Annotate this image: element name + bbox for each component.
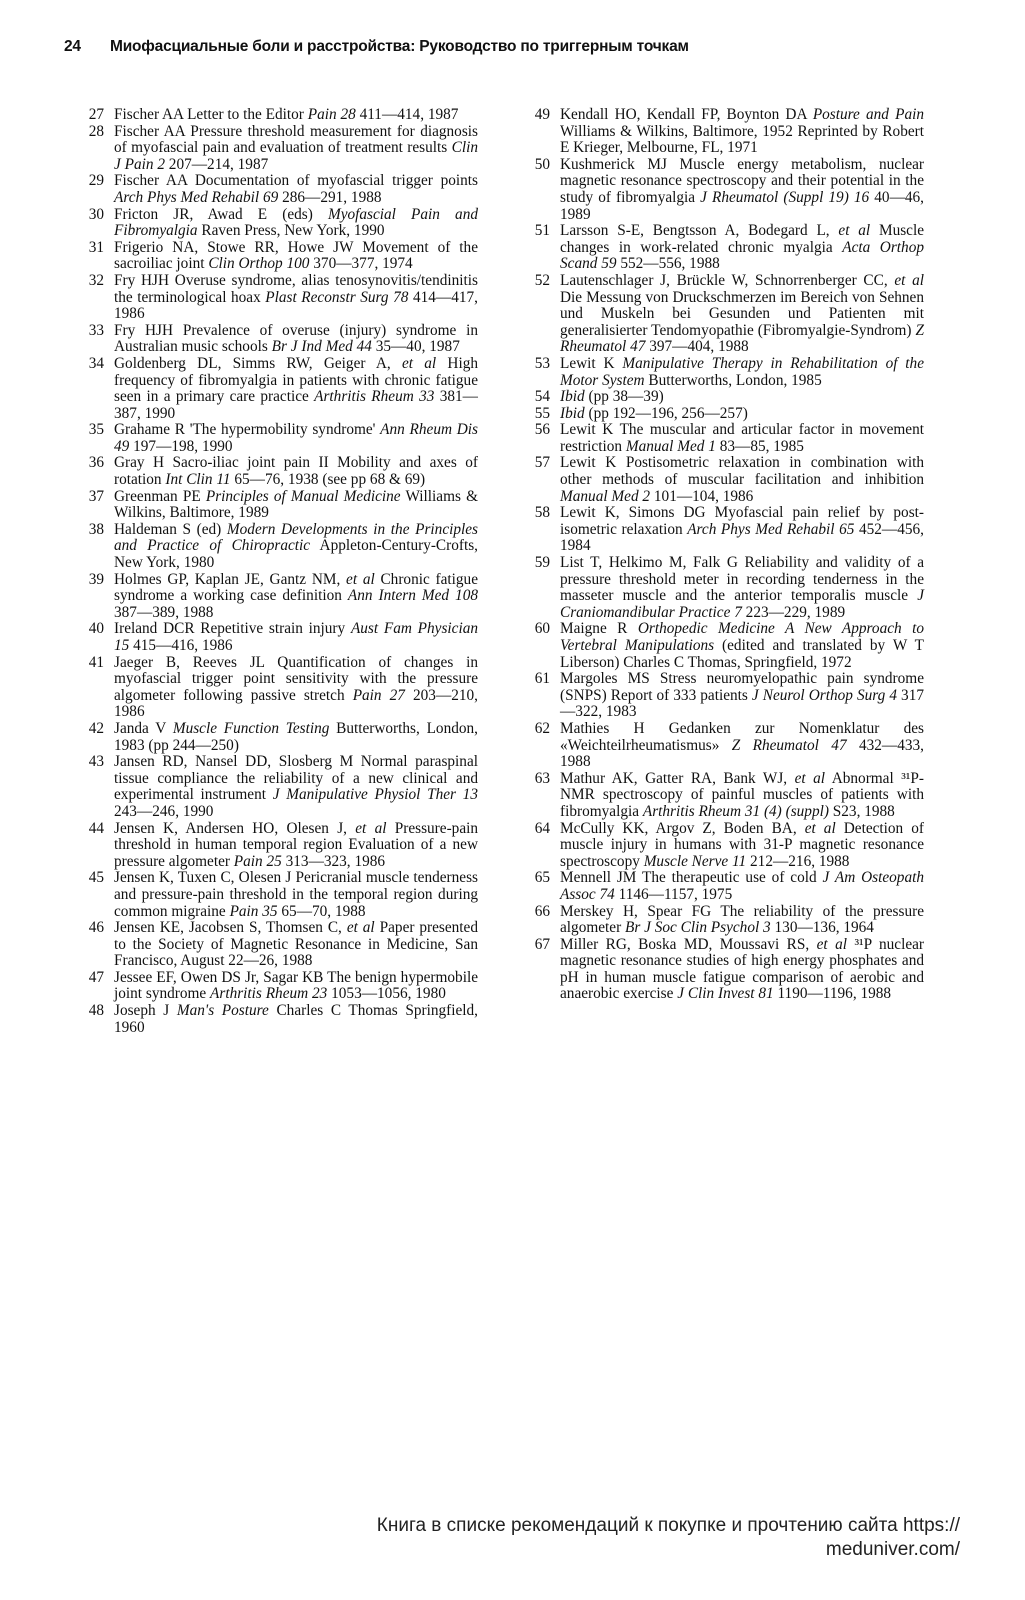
reference-text: 223—229, 1989 — [741, 603, 846, 621]
reference-source: Z Rheumatol 47 — [560, 321, 924, 356]
reference-text: Larsson S-E, Bengtsson A, Bodegard L, — [560, 222, 839, 240]
reference-entry — [524, 555, 924, 621]
reference-entry — [524, 107, 924, 157]
reference-text: Fischer AA Documentation of myofascial trigger points — [114, 172, 478, 190]
reference-text: Fischer AA Letter to the Editor — [114, 106, 308, 123]
reference-entry — [78, 173, 478, 206]
reference-number: 27 — [88, 106, 104, 123]
reference-entry — [78, 721, 478, 754]
reference-entry — [78, 107, 478, 124]
reference-text: 452—456, 1984 — [560, 520, 924, 555]
reference-text: Chronic fatigue syndrome a working case definition — [114, 570, 478, 605]
reference-source: Ann Rheum Dis 49 — [114, 421, 478, 455]
reference-entry — [78, 455, 478, 488]
reference-text: 65—70, 1988 — [277, 902, 366, 920]
reference-entry — [78, 821, 478, 871]
reference-source: Ann Intern Med 108 — [347, 587, 479, 605]
reference-entry — [524, 356, 924, 389]
reference-text: 411—414, 1987 — [355, 106, 459, 123]
reference-text: Holmes GP, Kaplan JE, Gantz NM, — [114, 570, 347, 588]
reference-source: Arch Phys Med Rehabil 69 — [114, 188, 279, 206]
reference-entry — [78, 356, 478, 422]
reference-number: 44 — [88, 819, 104, 837]
reference-text: Jaeger B, Reeves JL Quantification of changes in myofascial trigger point sensitivity with the pressure algometer following passive stretch — [114, 653, 478, 704]
reference-source: Principles of Manual Medicine — [205, 487, 401, 505]
reference-number: 42 — [88, 719, 104, 737]
reference-text: Grahame R 'The hypermobility syndrome' — [114, 421, 381, 439]
reference-source: Pain 28 — [307, 106, 356, 123]
reference-text: 207—214, 1987 — [164, 155, 269, 173]
reference-entry — [78, 621, 478, 654]
reference-number: 66 — [534, 902, 550, 920]
reference-source: Aust Fam Physician 15 — [114, 620, 478, 654]
reference-text: 370—377, 1974 — [309, 255, 413, 273]
site-footer-note — [130, 1514, 960, 1562]
reference-source: Manual Med 2 — [560, 487, 651, 505]
reference-text: Fry HJH Prevalence of overuse (injury) syndrome in Australian music schools — [114, 321, 478, 356]
reference-number: 61 — [534, 670, 550, 688]
reference-text: Jansen RD, Nansel DD, Slosberg M Normal paraspinal tissue compliance the reliability of a new clinical and experimental instrument — [114, 753, 478, 804]
reference-text: Jessee EF, Owen DS Jr, Sagar KB The benign hypermobile joint syndrome — [114, 968, 478, 1003]
reference-text: 381—387, 1990 — [114, 388, 478, 422]
reference-number: 52 — [534, 271, 550, 289]
reference-text: Raven Press, New York, 1990 — [197, 222, 385, 240]
reference-text: 317—322, 1983 — [560, 686, 924, 721]
reference-source: Myofascial Pain and Fibromyalgia — [114, 205, 478, 240]
page-header — [64, 38, 964, 56]
reference-entry — [78, 489, 478, 522]
reference-entry — [524, 389, 924, 406]
reference-entry — [524, 273, 924, 356]
reference-text: 1146—1157, 1975 — [614, 885, 733, 903]
reference-text: Margoles MS Stress neuromyelopathic pain syndrome (SNPS) Report of 333 patients — [560, 670, 924, 704]
reference-text: Lewit K — [560, 354, 623, 372]
reference-entry — [524, 505, 924, 555]
reference-text: 552—556, 1988 — [616, 255, 720, 273]
reference-entry — [78, 970, 478, 1003]
reference-source: et al — [346, 919, 375, 937]
reference-entry — [524, 157, 924, 223]
reference-number: 50 — [534, 155, 550, 173]
reference-number: 53 — [534, 354, 550, 372]
reference-source: Pain 27 — [352, 686, 405, 704]
reference-text: Abnormal ³¹P-NMR spectroscopy of painful muscles of patients with fibromyalgia — [560, 769, 924, 820]
reference-text: 313—323, 1986 — [281, 852, 386, 870]
reference-source: et al — [355, 819, 387, 837]
reference-number: 60 — [534, 620, 550, 638]
reference-text: Jensen K, Andersen HO, Olesen J, — [114, 819, 356, 837]
references-left-column — [78, 107, 478, 1036]
reference-text: 203—210, 1986 — [114, 686, 479, 721]
reference-text: 415—416, 1986 — [129, 637, 233, 654]
reference-source: Z Rheumatol 47 — [731, 736, 847, 754]
reference-number: 36 — [88, 454, 104, 472]
reference-text: Lautenschlager J, Brückle W, Schnorrenberger CC, — [560, 271, 895, 289]
reference-source: Acta Orthop Scand 59 — [560, 238, 924, 273]
reference-source: Br J Soc Clin Psychol 3 — [624, 919, 771, 937]
reference-text: 1053—1056, 1980 — [327, 985, 446, 1003]
reference-text: Goldenberg DL, Simms RW, Geiger A, — [114, 354, 402, 372]
reference-number: 34 — [88, 354, 104, 372]
reference-source: et al — [401, 354, 437, 372]
reference-source: et al — [346, 570, 375, 588]
reference-entry — [78, 422, 478, 455]
reference-text: 83—85, 1985 — [715, 437, 804, 455]
reference-number: 46 — [88, 919, 104, 937]
reference-text: Butterworths, London, 1985 — [644, 371, 822, 389]
reference-source: Manipulative Therapy in Rehabilitation of the Motor System — [560, 354, 924, 389]
reference-text: Appleton-Century-Crofts, New York, 1980 — [114, 537, 478, 572]
reference-number: 48 — [88, 1002, 104, 1020]
reference-entry — [78, 240, 478, 273]
page-number: 24 — [64, 38, 81, 55]
reference-source: Muscle Function Testing — [172, 719, 330, 737]
reference-source: Clin Orthop 100 — [208, 255, 310, 273]
reference-source: J Neurol Orthop Surg 4 — [751, 686, 897, 704]
reference-source: J Rheumatol (Suppl 19) 16 — [700, 188, 870, 206]
reference-entry — [524, 771, 924, 821]
reference-text: (pp 38—39) — [584, 388, 664, 406]
reference-source: Int Clin 11 — [165, 471, 231, 489]
reference-text: List T, Helkimo M, Falk G Reliability and validity of a pressure threshold meter in recording tenderness in the masseter muscle and the anterior temporalis muscle — [560, 554, 924, 605]
reference-entry — [524, 721, 924, 771]
reference-text: Butterworths, London, 1983 (pp 244—250) — [114, 719, 478, 754]
reference-text: Paper presented to the Society of Magnetic Resonance in Medicine, San Francisco, August 22—26, 1988 — [114, 919, 478, 970]
reference-number: 43 — [88, 753, 104, 771]
reference-source: Muscle Nerve 11 — [643, 852, 747, 870]
reference-text: 130—136, 1964 — [770, 919, 874, 937]
reference-number: 37 — [88, 487, 104, 505]
reference-number: 32 — [88, 271, 104, 289]
reference-source: Pain 35 — [229, 902, 278, 920]
reference-source: Manual Med 1 — [625, 437, 716, 455]
references-right-column — [524, 107, 924, 1003]
reference-source: et al — [816, 935, 848, 953]
reference-number: 45 — [88, 869, 104, 887]
reference-source: Arthritis Rheum 33 — [314, 388, 435, 406]
reference-source: J Am Osteopath Assoc 74 — [560, 869, 924, 903]
reference-source: et al — [794, 769, 826, 787]
reference-text: 35—40, 1987 — [371, 338, 460, 356]
reference-number: 40 — [88, 620, 104, 638]
reference-text: Jensen KE, Jacobsen S, Thomsen C, — [114, 919, 347, 937]
reference-entry — [524, 223, 924, 273]
reference-source: Orthopedic Medicine A New Approach to Vertebral Manipulations — [560, 620, 924, 654]
reference-text: 65—76, 1938 (see pp 68 & 69) — [230, 471, 426, 489]
reference-text: Maigne R — [560, 620, 638, 638]
reference-entry — [524, 422, 924, 455]
reference-text: Gray H Sacro-iliac joint pain II Mobility and axes of rotation — [114, 454, 478, 489]
reference-text: Ireland DCR Repetitive strain injury — [114, 620, 351, 638]
reference-entry — [78, 870, 478, 920]
reference-number: 64 — [534, 819, 550, 837]
reference-number: 65 — [534, 869, 550, 887]
reference-source: Plast Reconstr Surg 78 — [265, 288, 409, 306]
reference-text: Haldeman S (ed) — [114, 520, 227, 538]
reference-text: Mathies H Gedanken zur Nomenklatur des «Weichteilrheumatismus» — [560, 719, 924, 754]
reference-text: Kushmerick MJ Muscle energy metabolism, nuclear magnetic resonance spectroscopy and their potential in the study of fibromyalgia — [560, 155, 924, 206]
reference-source: Arthritis Rheum 31 (4) (suppl) — [642, 802, 829, 820]
reference-number: 59 — [534, 554, 550, 572]
reference-text: 414—417, 1986 — [114, 288, 478, 323]
reference-entry — [78, 207, 478, 240]
reference-text: ³¹P nuclear magnetic resonance studies of high energy phosphates and pH in human muscle fatigue comparison of aerobic and anaerobic exercise — [560, 935, 924, 1003]
reference-text: Greenman PE — [114, 487, 206, 505]
reference-text: 432—433, 1988 — [560, 736, 924, 771]
reference-number: 51 — [534, 222, 550, 240]
reference-number: 49 — [534, 106, 550, 123]
reference-entry — [524, 455, 924, 505]
reference-source: et al — [804, 819, 836, 837]
reference-text: McCully KK, Argov Z, Boden BA, — [560, 819, 805, 837]
reference-number: 29 — [88, 172, 104, 190]
reference-source: Posture and Pain — [812, 106, 924, 123]
reference-text: Fricton JR, Awad E (eds) — [114, 205, 328, 223]
reference-source: Man's Posture — [176, 1002, 269, 1020]
reference-text: 286—291, 1988 — [278, 188, 382, 206]
reference-number: 63 — [534, 769, 550, 787]
reference-source: Ibid — [560, 404, 585, 422]
reference-text: Fischer AA Pressure threshold measurement for diagnosis of myofascial pain and evaluation of treatment results — [114, 122, 478, 157]
reference-number: 41 — [88, 653, 104, 671]
reference-entry — [524, 621, 924, 671]
reference-text: Kendall HO, Kendall FP, Boynton DA — [560, 106, 813, 123]
reference-source: Arthritis Rheum 23 — [210, 985, 328, 1003]
reference-text: Merskey H, Spear FG The reliability of the pressure algometer — [560, 902, 924, 937]
reference-text: Lewit K Postisometric relaxation in combination with other methods of muscular facilitation and inhibition — [560, 454, 924, 489]
reference-entry — [78, 522, 478, 572]
reference-entry — [78, 572, 478, 622]
reference-number: 31 — [88, 238, 104, 256]
reference-text: Frigerio NA, Stowe RR, Howe JW Movement of the sacroiliac joint — [114, 238, 478, 273]
reference-source: Br J Ind Med 44 — [271, 338, 372, 356]
reference-text: Detection of muscle injury in humans with 31-P magnetic resonance spectroscopy — [560, 819, 924, 870]
reference-text: Mennell JM The therapeutic use of cold — [560, 869, 823, 887]
reference-source: Arch Phys Med Rehabil 65 — [687, 520, 855, 538]
reference-number: 35 — [88, 421, 104, 439]
reference-text: Miller RG, Boska MD, Moussavi RS, — [560, 935, 817, 953]
reference-entry — [78, 1003, 478, 1036]
reference-number: 56 — [534, 421, 550, 439]
reference-source: Pain 25 — [233, 852, 282, 870]
footer-line-2: meduniver.com/ — [825, 1539, 960, 1560]
reference-number: 38 — [88, 520, 104, 538]
reference-text: Charles C Thomas Springfield, 1960 — [114, 1002, 478, 1036]
reference-number: 47 — [88, 968, 104, 986]
reference-entry — [78, 920, 478, 970]
reference-text: 40—46, 1989 — [560, 188, 924, 223]
reference-entry — [78, 323, 478, 356]
reference-source: J Clin Invest 81 — [677, 985, 774, 1003]
reference-number: 57 — [534, 454, 550, 472]
reference-entry — [524, 671, 924, 721]
reference-number: 62 — [534, 719, 550, 737]
reference-entry — [524, 937, 924, 1003]
reference-source: Clin J Pain 2 — [114, 139, 478, 173]
reference-text: S23, 1988 — [828, 802, 895, 820]
reference-text: Fry HJH Overuse syndrome, alias tenosynovitis/tendinitis the terminological hoax — [114, 271, 478, 306]
reference-number: 39 — [88, 570, 104, 588]
reference-entry — [524, 904, 924, 937]
reference-entry — [78, 273, 478, 323]
reference-number: 55 — [534, 404, 550, 422]
reference-source: J Craniomandibular Practice 7 — [560, 587, 924, 621]
reference-text: 1190—1196, 1988 — [773, 985, 892, 1003]
reference-entry — [78, 754, 478, 820]
reference-text: 387—389, 1988 — [114, 603, 214, 621]
reference-text: Mathur AK, Gatter RA, Bank WJ, — [560, 769, 795, 787]
reference-source: et al — [894, 271, 925, 289]
reference-text: Williams & Wilkins, Baltimore, 1989 — [114, 487, 478, 522]
reference-text: Janda V — [114, 719, 173, 737]
reference-source: Ibid — [560, 388, 585, 406]
reference-text: Die Messung von Druckschmerzen im Bereich von Sehnen und Muskeln bei Gesunden und Patienten mit generalisierter Tendomyopathie (Fibromyalgie-Syndrom) — [560, 288, 924, 339]
reference-number: 33 — [88, 321, 104, 339]
reference-text: Muscle changes in work-related chronic myalgia — [560, 222, 925, 256]
reference-text: (pp 192—196, 256—257) — [584, 404, 748, 422]
reference-entry — [78, 124, 478, 174]
running-title: Миофасциальные боли и расстройства: Руководство по триггерным точкам — [110, 38, 689, 55]
reference-text: Williams & Wilkins, Baltimore, 1952 Reprinted by Robert E Krieger, Melbourne, FL, 1971 — [560, 122, 924, 157]
reference-text: Lewit K, Simons DG Myofascial pain relief by post-isometric relaxation — [560, 504, 924, 538]
reference-entry — [524, 406, 924, 423]
reference-number: 67 — [534, 935, 550, 953]
reference-source: Modern Developments in the Principles and Practice of Chiropractic — [114, 520, 478, 555]
reference-text: 397—404, 1988 — [645, 338, 749, 356]
reference-entry — [524, 870, 924, 903]
reference-entry — [524, 821, 924, 871]
reference-number: 28 — [88, 122, 104, 140]
reference-text: High frequency of fibromyalgia in patients with chronic fatigue seen in a primary care practice — [114, 354, 479, 406]
reference-text: Jensen K, Tuxen C, Olesen J Pericranial muscle tenderness and pressure-pain threshold in the temporal region during common migraine — [114, 869, 478, 920]
reference-text: 243—246, 1990 — [114, 802, 214, 820]
reference-text: 101—104, 1986 — [650, 487, 754, 505]
reference-entry — [78, 655, 478, 721]
reference-text: (edited and translated by W T Liberson) Charles C Thomas, Springfield, 1972 — [560, 637, 924, 671]
reference-text: Joseph J — [114, 1002, 177, 1020]
reference-source: J Manipulative Physiol Ther 13 — [272, 786, 478, 804]
reference-number: 54 — [534, 388, 550, 406]
reference-text: Pressure-pain threshold in human temporal region Evaluation of a new pressure algometer — [114, 819, 479, 870]
reference-number: 30 — [88, 205, 104, 223]
footer-line-1: Книга в списке рекомендаций к покупке и прочтению сайта https:// — [376, 1515, 960, 1536]
reference-text: 212—216, 1988 — [746, 852, 850, 870]
reference-number: 58 — [534, 504, 550, 522]
reference-text: 197—198, 1990 — [129, 437, 233, 455]
reference-source: et al — [838, 222, 871, 240]
reference-text: Lewit K The muscular and articular factor in movement restriction — [560, 421, 924, 455]
